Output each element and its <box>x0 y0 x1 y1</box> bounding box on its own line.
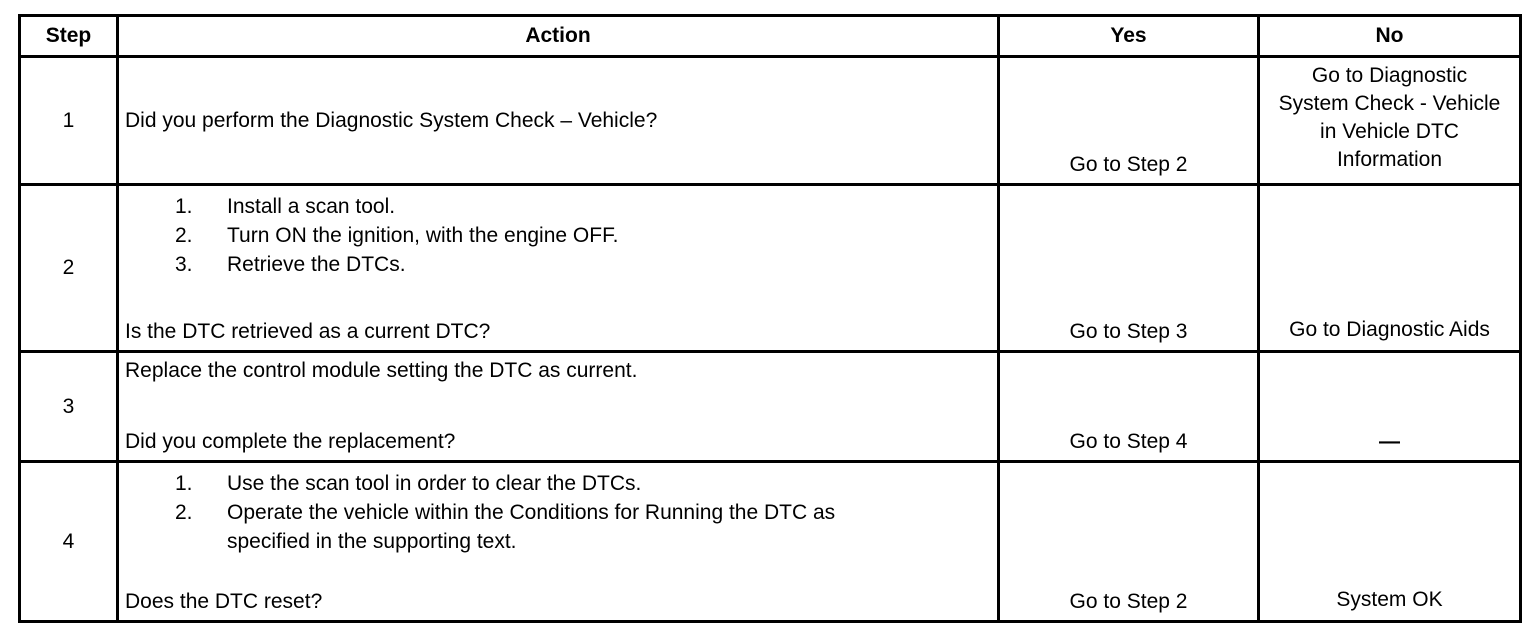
no-cell <box>1260 186 1519 350</box>
yes-link[interactable]: Go to Step 4 <box>1069 430 1188 453</box>
action-question: Did you complete the replacement? <box>125 430 456 453</box>
table-row-step-2 <box>21 183 1519 350</box>
yes-link[interactable]: Go to Step 2 <box>1069 590 1188 613</box>
yes-cell <box>1000 58 1260 183</box>
list-item: 3. Retrieve the DTCs. <box>175 253 406 276</box>
no-value-dash: — <box>1379 430 1400 453</box>
no-cell <box>1260 353 1519 460</box>
action-cell <box>119 186 1000 350</box>
step-number: 4 <box>21 463 119 620</box>
no-link[interactable]: Go to Diagnostic System Check - Vehicle in Vehicle DTC Information <box>1278 64 1501 171</box>
diagnostic-table <box>18 14 1522 623</box>
action-steps-list <box>175 192 991 279</box>
no-cell <box>1260 58 1519 183</box>
no-link[interactable]: System OK <box>1336 588 1443 611</box>
header-step: Step <box>21 17 119 55</box>
header-yes: Yes <box>1000 17 1260 55</box>
action-cell <box>119 353 1000 460</box>
header-action: Action <box>119 17 1000 55</box>
action-instruction: Replace the control module setting the DTC as current. <box>125 359 638 382</box>
table-row-step-4 <box>21 460 1519 620</box>
no-cell <box>1260 463 1519 620</box>
table-row-step-1 <box>21 55 1519 183</box>
yes-link[interactable]: Go to Step 3 <box>1069 320 1188 343</box>
action-question: Does the DTC reset? <box>125 590 323 613</box>
no-link[interactable]: Go to Diagnostic Aids <box>1289 318 1490 341</box>
table-header-row <box>21 17 1519 55</box>
step-number: 1 <box>21 58 119 183</box>
yes-cell <box>1000 463 1260 620</box>
yes-cell <box>1000 186 1260 350</box>
action-cell <box>119 58 1000 183</box>
table-row-step-3 <box>21 350 1519 460</box>
action-question: Did you perform the Diagnostic System Check – Vehicle? <box>125 108 658 132</box>
header-no: No <box>1375 24 1404 47</box>
list-item: 1. Install a scan tool. <box>175 195 396 218</box>
yes-link[interactable]: Go to Step 2 <box>1069 153 1188 176</box>
list-item: 1. Use the scan tool in order to clear the DTCs. <box>175 472 642 495</box>
list-item: 2. Operate the vehicle within the Conditions for Running the DTC as specified in the supporting text. <box>175 501 836 553</box>
step-number: 3 <box>21 353 119 460</box>
action-steps-list <box>175 469 837 556</box>
step-number: 2 <box>21 186 119 350</box>
list-item: 2. Turn ON the ignition, with the engine OFF. <box>175 224 619 247</box>
action-cell <box>119 463 1000 620</box>
action-question: Is the DTC retrieved as a current DTC? <box>125 320 491 343</box>
yes-cell <box>1000 353 1260 460</box>
